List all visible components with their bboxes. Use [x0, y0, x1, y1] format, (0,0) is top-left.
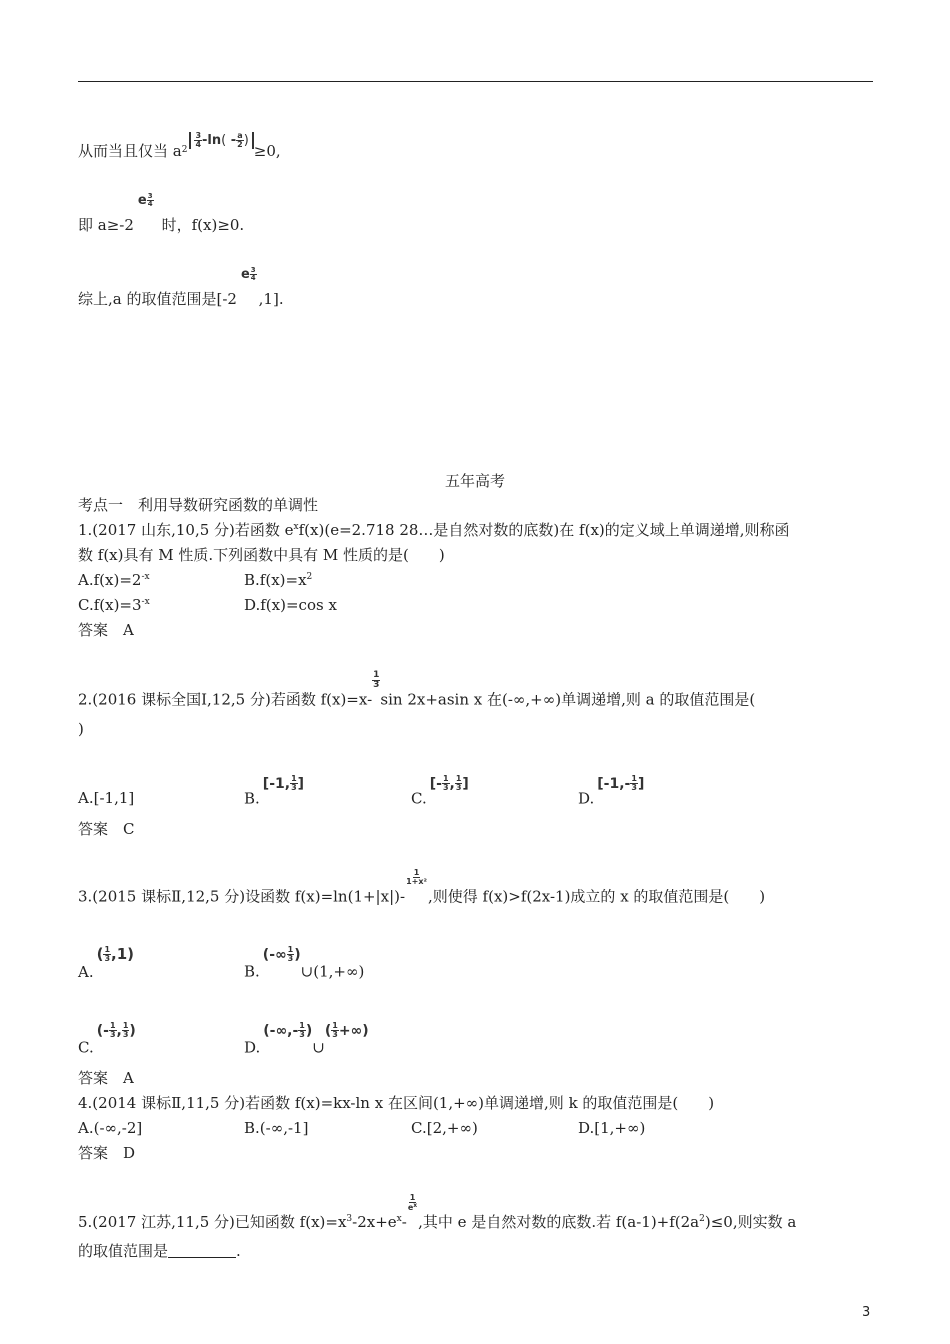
- line1-text: 从而当且仅当 a: [78, 142, 182, 160]
- q2-option-b: B.[-1, $\frac{1}{3}$ ]: [244, 774, 305, 808]
- q4-option-a: A.(-∞,-2]: [78, 1119, 143, 1137]
- header-rule: [78, 81, 873, 82]
- answer-blank[interactable]: [168, 1245, 236, 1258]
- q2-option-d: D.[-1,- $\frac{1}{3}$ ]: [578, 774, 645, 808]
- q1-stem-line2: 数 f(x)具有 M 性质.下列函数中具有 M 性质的是( ): [78, 546, 445, 564]
- continuation-line-3: 综上,a 的取值范围是[-2e $\frac{3}{4}$ ,1].: [78, 266, 284, 308]
- q4-answer: 答案 D: [78, 1144, 136, 1162]
- line1-tail: ≥0,: [253, 142, 281, 160]
- continuation-line-1: 从而当且仅当 $a^2$ $\frac{3}{4}$ -ln( - $\frac{a}{2}$ )≥0,: [78, 131, 281, 160]
- q2-answer: 答案 C: [78, 820, 135, 838]
- q3-option-d: D.(-∞,- $\frac{1}{3}$ )∪( $\frac{1}{3}$ +∞): [244, 1021, 369, 1057]
- q4-option-b: B.(-∞,-1]: [244, 1119, 309, 1137]
- line3-tail: ,1].: [258, 290, 284, 308]
- q5-stem-line1: 5.(2017 江苏,11,5 分)已知函数 $f(x)=x^3-2x+e^x-$ $\frac{1}{e^x}$ ,其中 e 是自然对数的底数.若 $f(a-1)+f(2a^2)\le 0$,则实数 a: [78, 1193, 797, 1231]
- q4-stem: 4.(2014 课标Ⅱ,11,5 分)若函数 f(x)=kx-ln x 在区间(1,+∞)单调递增,则 k 的取值范围是( ): [78, 1094, 715, 1112]
- q3-option-a: A.( $\frac{1}{3}$ ,1): [78, 945, 135, 981]
- q1-option-d: D.f(x)=cos x: [244, 596, 337, 614]
- q3-option-c: C.(- $\frac{1}{3}$ , $\frac{1}{3}$ ): [78, 1021, 136, 1057]
- q3-answer: 答案 A: [78, 1069, 134, 1087]
- q1-stem-line1: 1.(2017 山东,10,5 分)若函数 $e^xf(x)(e=2.718$ 28…是自然对数的底数)在 f(x)的定义域上单调递增,则称函: [78, 521, 790, 539]
- topic-heading: 考点一 利用导数研究函数的单调性: [78, 496, 319, 514]
- q4-option-d: D.[1,+∞): [578, 1119, 646, 1137]
- q2-stem-line1: 2.(2016 课标全国Ⅰ,12,5 分)若函数 f(x)=x- $\frac{1}{3}$ sin 2x+asin x 在(-∞,+∞)单调递增,则 a 的取值范围是(: [78, 670, 756, 709]
- continuation-line-2: 即 a≥-2e $\frac{3}{4}$ 时，f(x)≥0.: [78, 192, 245, 234]
- q2-option-c: C.[- $\frac{1}{3}$ , $\frac{1}{3}$ ]: [411, 774, 469, 808]
- line3-text: 综上,a 的取值范围是[-2: [78, 290, 237, 308]
- q4-option-c: C.[2,+∞): [411, 1119, 478, 1137]
- q1-option-c: $C.f(x)=3^{-x}$: [78, 596, 150, 614]
- q3-stem: 3.(2015 课标Ⅱ,12,5 分)设函数 f(x)=ln(1+|x|)- $\frac{1}{\text{1+x²}}$ ,则使得 f(x)>f(2x-1)成立的 x 的取值范围是( ): [78, 868, 766, 906]
- page-number: 3: [862, 1305, 871, 1320]
- line2-tail: 时，f(x)≥0.: [161, 216, 245, 234]
- q1-answer: 答案 A: [78, 621, 134, 639]
- line2-text: 即 a≥-2: [78, 216, 134, 234]
- q2-stem-line2: ): [78, 720, 84, 738]
- q1-option-a: $A.f(x)=2^{-x}$: [78, 571, 150, 589]
- q3-option-b: B.(-∞ $\frac{1}{3}$ )∪(1,+∞): [244, 945, 365, 981]
- q2-option-a: A.[-1,1]: [78, 789, 135, 807]
- section-heading: 五年高考: [444, 472, 505, 490]
- q1-option-b: $B.f(x)=x^2$: [244, 571, 313, 589]
- q5-stem-line2: 的取值范围是 .: [78, 1242, 241, 1260]
